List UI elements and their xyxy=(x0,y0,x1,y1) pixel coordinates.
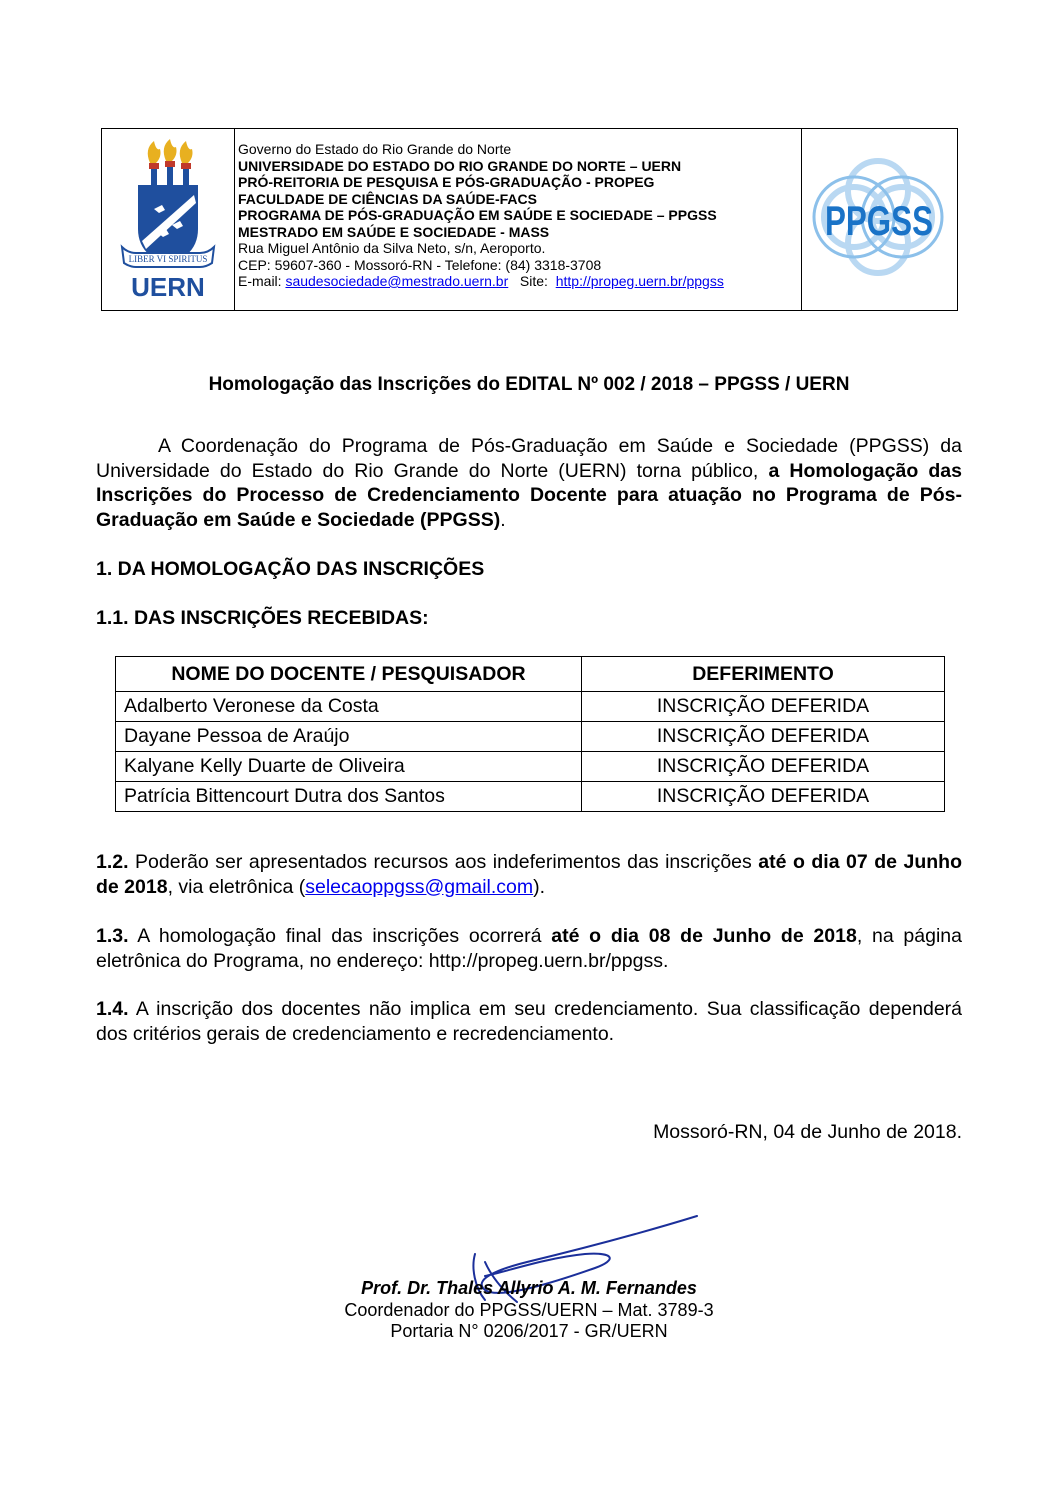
table-row xyxy=(116,782,945,812)
appeal-email-link[interactable]: selecaoppgss@gmail.com xyxy=(305,875,534,898)
email-label: E-mail: xyxy=(238,273,286,289)
intro-text: A Coordenação do Programa de Pós-Graduação em Saúde e Sociedade (PPGSS) da Universidade do Estado do Rio Grande do Norte (UERN) torna público, xyxy=(96,435,962,482)
table-header-row xyxy=(116,657,945,692)
item-text: , via eletrônica ( xyxy=(167,875,306,898)
signatory-ordinance: Portaria N° 0206/2017 - GR/UERN xyxy=(390,1321,668,1341)
item-text: Poderão ser apresentados recursos aos indeferimentos das inscrições xyxy=(128,851,759,873)
item-number: 1.4. xyxy=(96,998,129,1020)
header-line: PRÓ-REITORIA DE PESQUISA E PÓS-GRADUAÇÃO - PROPEG xyxy=(238,174,655,190)
registrations-table xyxy=(115,656,945,812)
header-line: MESTRADO EM SAÚDE E SOCIEDADE - MASS xyxy=(238,223,550,240)
header-line: UNIVERSIDADE DO ESTADO DO RIO GRANDE DO NORTE – UERN xyxy=(238,157,682,174)
header-line: Rua Miguel Antônio da Silva Neto, s/n, Aeroporto. xyxy=(238,240,546,256)
item-deadline: até o dia 07 de Junho de 2018 xyxy=(96,851,962,898)
header-line: FACULDADE DE CIÊNCIAS DA SAÚDE-FACS xyxy=(238,190,537,207)
item-1-4 xyxy=(96,997,962,1046)
header-line: PROGRAMA DE PÓS-GRADUAÇÃO EM SAÚDE E SOCIEDADE – PPGSS xyxy=(238,207,717,223)
signature-block xyxy=(0,1278,1058,1343)
ppgss-wordmark: PPGSS xyxy=(825,197,933,244)
table-row xyxy=(116,752,945,782)
document-date: Mossoró-RN, 04 de Junho de 2018. xyxy=(653,1121,962,1143)
header-site-link[interactable]: http://propeg.uern.br/ppgss xyxy=(555,273,724,289)
motto-text: LIBER VI SPIRITUS xyxy=(128,254,208,264)
intro-paragraph xyxy=(96,434,962,532)
uern-crest-icon xyxy=(102,129,234,310)
institutional-header xyxy=(101,128,958,311)
docent-name-cell: Kalyane Kelly Duarte de Oliveira xyxy=(116,752,582,782)
docent-name-cell: Dayane Pessoa de Araújo xyxy=(116,722,582,752)
signatory-role: Coordenador do PPGSS/UERN – Mat. 3789-3 xyxy=(344,1299,714,1320)
item-text: A inscrição dos docentes não implica em seu credenciamento. Sua classificação dependerá dos critérios gerais de credenciamento e recredenciamento. xyxy=(96,998,962,1045)
status-cell: INSCRIÇÃO DEFERIDA xyxy=(582,722,945,752)
section-heading-1-1: 1.1. DAS INSCRIÇÕES RECEBIDAS: xyxy=(96,607,429,629)
uern-logo xyxy=(102,129,235,310)
item-1-2 xyxy=(96,850,962,899)
ppgss-logo xyxy=(802,129,957,310)
section-heading-1: 1. DA HOMOLOGAÇÃO DAS INSCRIÇÕES xyxy=(96,558,485,580)
intro-end: . xyxy=(500,508,506,531)
header-lines xyxy=(238,141,801,273)
docent-name-cell: Patrícia Bittencourt Dutra dos Santos xyxy=(116,782,582,812)
signatory-name: Prof. Dr. Thales Allyrio A. M. Fernandes xyxy=(361,1278,697,1298)
item-deadline: até o dia 08 de Junho de 2018 xyxy=(551,925,857,947)
header-line: Governo do Estado do Rio Grande do Norte xyxy=(238,141,512,157)
header-contact-line xyxy=(238,273,801,290)
status-cell: INSCRIÇÃO DEFERIDA xyxy=(582,752,945,782)
column-header-status: DEFERIMENTO xyxy=(582,657,945,692)
header-text-block xyxy=(235,129,802,310)
item-text: , na página eletrônica do Programa, no endereço: http://propeg.uern.br/ppgss. xyxy=(96,925,962,972)
table-row xyxy=(116,722,945,752)
ppgss-logo-icon xyxy=(802,129,957,310)
item-number: 1.3. xyxy=(96,925,129,947)
item-1-3 xyxy=(96,924,962,973)
header-line: CEP: 59607-360 - Mossoró-RN - Telefone: (84) 3318-3708 xyxy=(238,256,602,273)
page-title: Homologação das Inscrições do EDITAL Nº 002 / 2018 – PPGSS / UERN xyxy=(208,374,850,395)
header-email-link[interactable]: saudesociedade@mestrado.uern.br xyxy=(285,273,509,289)
docent-name-cell: Adalberto Veronese da Costa xyxy=(116,692,582,722)
item-text: A homologação final das inscrições ocorrerá xyxy=(128,925,552,947)
uern-wordmark: UERN xyxy=(131,272,205,302)
item-number: 1.2. xyxy=(96,851,129,873)
site-label: Site: xyxy=(519,273,552,289)
table-row xyxy=(116,692,945,722)
status-cell: INSCRIÇÃO DEFERIDA xyxy=(582,782,945,812)
status-cell: INSCRIÇÃO DEFERIDA xyxy=(582,692,945,722)
column-header-name: NOME DO DOCENTE / PESQUISADOR xyxy=(116,657,582,692)
item-text: ). xyxy=(533,875,546,898)
intro-bold-text: a Homologação das Inscrições do Processo de Credenciamento Docente para atuação no Programa de Pós-Graduação em Saúde e Sociedade (PPGSS) xyxy=(96,459,962,531)
